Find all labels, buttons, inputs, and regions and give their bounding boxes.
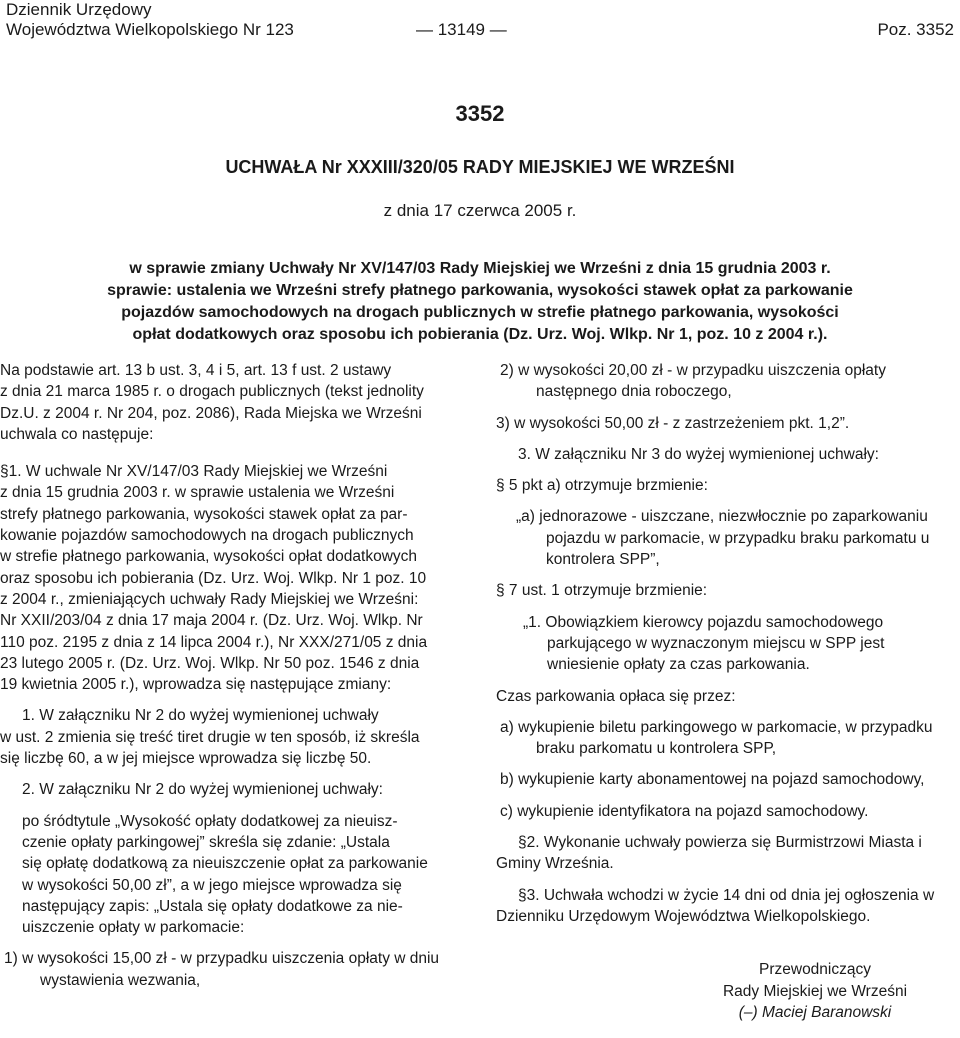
text-line: oraz sposobu ich pobierania (Dz. Urz. Woj. Wlkp. Nr 1 poz. 10 [0, 569, 427, 587]
signature-block [676, 959, 954, 1023]
text-line: 19 kwietnia 2005 r.), wprowadza się następujące zmiany: [0, 676, 392, 694]
text-line: się liczbę 60, a w jej miejsce wprowadza się liczbę 50. [0, 750, 372, 768]
document-subject [0, 258, 960, 346]
text-line: 23 lutego 2005 r. (Dz. Urz. Woj. Wlkp. Nr 50 poz. 1546 z dnia [0, 654, 420, 672]
left-column [0, 360, 470, 991]
text-line: uchwala co następuje: [0, 425, 154, 443]
text-line: uiszczenie opłaty w parkomacie: [22, 919, 245, 937]
text-line: w ust. 2 zmienia się treść tiret drugie w ten sposób, iż skreśla [0, 728, 420, 746]
page-header [6, 0, 954, 44]
document-date: z dnia 17 czerwca 2005 r. [383, 201, 577, 220]
quote-1: „1. Obowiązkiem kierowcy pojazdu samochodowego parkującego w wyznaczonym miejscu w SPP jest wniesienie opłaty za czas parkowania. [523, 613, 885, 674]
list-item-3: 3) w wysokości 50,00 zł - z zastrzeżeniem pkt. 1,2”. [496, 414, 850, 432]
item-1 [0, 705, 470, 769]
document-number: 3352 [455, 101, 505, 126]
section-7-heading: § 7 ust. 1 otrzymuje brzmienie: [496, 582, 708, 600]
option-a: a) wykupienie biletu parkingowego w parkomacie, w przypadku braku parkomatu u kontrolera SPP, [500, 718, 933, 758]
item-2: 2. W załączniku Nr 2 do wyżej wymienionej uchwały: [22, 781, 383, 799]
paragraph-1 [0, 461, 470, 695]
option-b: b) wykupienie karty abonamentowej na pojazd samochodowy, [500, 771, 925, 789]
payment-intro: Czas parkowania opłaca się przez: [496, 687, 736, 705]
text-line: 1. W załączniku Nr 2 do wyżej wymienionej uchwały [22, 707, 379, 725]
subject-line: sprawie: ustalenia we Wrześni strefy płatnego parkowania, wysokości stawek opłat za parkowanie [107, 282, 853, 299]
text-line: w strefie płatnego parkowania, wysokości opłat dodatkowych [0, 548, 418, 566]
list-item-2: 2) w wysokości 20,00 zł - w przypadku uiszczenia opłaty następnego dnia roboczego, [500, 362, 886, 401]
text-line: z 2004 r., zmieniających uchwały Rady Miejskiej we Wrześni: [0, 590, 419, 608]
option-c: c) wykupienie identyfikatora na pojazd samochodowy. [500, 802, 869, 820]
text-line: 110 poz. 2195 z dnia z 14 lipca 2004 r.), Nr XXX/271/05 z dnia [0, 633, 428, 651]
right-column [496, 360, 954, 1023]
text-line: z dnia 21 marca 1985 r. o drogach publicznych (tekst jednolity [0, 383, 424, 401]
text-line: Dz.U. z 2004 r. Nr 204, poz. 2086), Rada Miejska we Wrześni [0, 404, 422, 422]
subject-line: w sprawie zmiany Uchwały Nr XV/147/03 Rady Miejskiej we Wrześni z dnia 15 grudnia 2003 r. [129, 260, 831, 277]
text-line: czenie opłaty parkingowej” skreśla się zdanie: „Ustala [22, 833, 390, 851]
text-line: następujący zapis: „Ustala się opłaty dodatkowe za nie- [22, 897, 403, 915]
item-3: 3. W załączniku Nr 3 do wyżej wymienionej uchwały: [518, 445, 879, 463]
subject-line: opłat dodatkowych oraz sposobu ich pobierania (Dz. Urz. Woj. Wlkp. Nr 1, poz. 10 z 2004 r.). [132, 326, 828, 343]
signature-body: Rady Miejskiej we Wrześni [722, 982, 908, 1000]
text-line: strefy płatnego parkowania, wysokości stawek opłat za par- [0, 505, 408, 523]
text-line: kowanie pojazdów samochodowych na drogach publicznych [0, 527, 414, 545]
signature-role: Przewodniczący [759, 961, 871, 979]
intro-paragraph [0, 360, 470, 445]
text-line: po śródtytule „Wysokość opłaty dodatkowej za nieuisz- [22, 812, 398, 830]
text-line: się opłatę dodatkową za nieuiszczenie opłat za parkowanie [22, 855, 428, 873]
journal-line-2: Województwa Wielkopolskiego Nr 123 [6, 20, 294, 39]
paragraph-2: §2. Wykonanie uchwały powierza się Burmistrzowi Miasta i Gminy Września. [496, 834, 922, 873]
section-5-heading: § 5 pkt a) otrzymuje brzmienie: [496, 477, 708, 495]
subject-line: pojazdów samochodowych na drogach publicznych w strefie płatnego parkowania, wysokości [121, 304, 839, 321]
journal-line-1: Dziennik Urzędowy [6, 0, 152, 19]
signature-name: (–) Maciej Baranowski [738, 1003, 892, 1021]
list-item-1: 1) w wysokości 15,00 zł - w przypadku uiszczenia opłaty w dniu wystawienia wezwania, [4, 950, 440, 989]
document-title: UCHWAŁA Nr XXXIII/320/05 RADY MIEJSKIEJ WE WRZEŚNI [225, 157, 735, 177]
text-line: Na podstawie art. 13 b ust. 3, 4 i 5, art. 13 f ust. 2 ustawy [0, 362, 392, 379]
page-number: — 13149 — [416, 20, 507, 39]
journal-name [6, 0, 294, 40]
quote-a: „a) jednorazowe - uiszczane, niezwłocznie po zaparkowaniu pojazdu w parkomacie, w przypadku braku parkomatu u kontrolera SPP”, [516, 508, 930, 569]
paragraph-3: §3. Uchwała wchodzi w życie 14 dni od dnia jej ogłoszenia w Dzienniku Urzędowym Województwa Wielkopolskiego. [496, 886, 935, 925]
text-line: z dnia 15 grudnia 2003 r. w sprawie ustalenia we Wrześni [0, 484, 395, 502]
text-line: w wysokości 50,00 zł”, a w jego miejsce wprowadza się [22, 876, 402, 894]
position-number: Poz. 3352 [877, 20, 954, 39]
text-line: §1. W uchwale Nr XV/147/03 Rady Miejskiej we Wrześni [0, 463, 388, 481]
item-2-body [0, 811, 470, 939]
text-line: Nr XXII/203/04 z dnia 17 maja 2004 r. (Dz. Urz. Woj. Wlkp. Nr [0, 612, 423, 630]
